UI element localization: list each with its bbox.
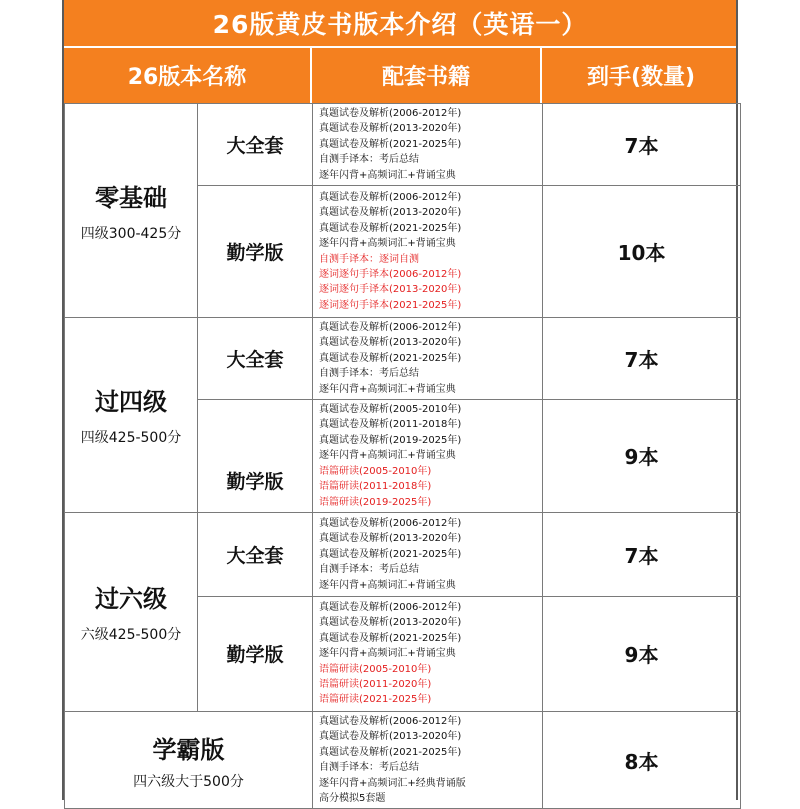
book-item: 真题试卷及解析(2021-2025年) [319, 632, 462, 644]
group-cell-top-scorer [65, 711, 313, 808]
quantity: 7本 [543, 318, 741, 400]
book-item: 真题试卷及解析(2005-2010年) [319, 404, 462, 416]
group-cell-pass-cet6 [65, 512, 198, 711]
book-item: 真题试卷及解析(2006-2012年) [319, 191, 462, 203]
group-score: 四级300-425分 [80, 226, 182, 243]
version-table [64, 103, 741, 809]
version-name: 勤学版 [198, 186, 313, 318]
group-score: 四六级大于500分 [133, 773, 244, 790]
book-item: 语篇研读(2019-2025年) [319, 496, 432, 508]
book-item: 逐年闪背+高频词汇+背诵宝典 [319, 450, 456, 462]
book-item: 自测手译本：考后总结 [319, 368, 419, 380]
book-item: 逐词逐句手译本(2013-2020年) [319, 284, 462, 296]
book-item: 真题试卷及解析(2006-2012年) [319, 108, 462, 119]
book-item: 真题试卷及解析(2013-2020年) [319, 123, 462, 135]
book-list [313, 711, 543, 808]
table-row [65, 104, 741, 186]
quantity: 9本 [543, 400, 741, 513]
book-item: 逐年闪背+高频词汇+经典背诵版 [319, 777, 466, 789]
book-list [313, 186, 543, 318]
book-item: 真题试卷及解析(2006-2012年) [319, 517, 462, 529]
book-item: 高分模拟5套题 [319, 792, 386, 804]
book-item: 真题试卷及解析(2021-2025年) [319, 548, 462, 560]
book-item: 逐年闪背+高频词汇+背诵宝典 [319, 648, 456, 660]
book-item: 真题试卷及解析(2021-2025年) [319, 746, 462, 758]
group-name: 过六级 [95, 585, 167, 614]
version-table-container [62, 0, 738, 804]
book-item: 逐年闪背+高频词汇+背诵宝典 [319, 169, 456, 181]
book-list [313, 400, 543, 513]
group-score: 四级425-500分 [80, 430, 182, 447]
quantity: 9本 [543, 596, 741, 711]
version-name: 大全套 [198, 512, 313, 596]
book-item: 自测手译本：考后总结 [319, 154, 419, 166]
book-item: 语篇研读(2011-2020年) [319, 679, 432, 691]
header-books: 配套书籍 [312, 48, 542, 103]
group-cell-pass-cet4 [65, 318, 198, 513]
quantity: 8本 [543, 711, 741, 808]
book-item: 真题试卷及解析(2013-2020年) [319, 617, 462, 629]
header-quantity: 到手(数量) [586, 65, 696, 90]
book-item: 语篇研读(2011-2018年) [319, 481, 432, 493]
quantity: 7本 [543, 104, 741, 186]
book-item: 真题试卷及解析(2013-2020年) [319, 207, 462, 219]
book-item: 语篇研读(2005-2010年) [319, 465, 432, 477]
quantity: 7本 [543, 512, 741, 596]
book-item: 逐年闪背+高频词汇+背诵宝典 [319, 383, 456, 395]
book-item: 逐词逐句手译本(2006-2012年) [319, 268, 462, 280]
book-item: 真题试卷及解析(2021-2025年) [319, 222, 462, 234]
book-list [313, 318, 543, 400]
book-list [313, 596, 543, 711]
quantity: 10本 [543, 186, 741, 318]
table-row [65, 512, 741, 596]
book-item: 自测手译本：考后总结 [319, 762, 419, 774]
book-item: 逐年闪背+高频词汇+背诵宝典 [319, 238, 456, 250]
version-name: 勤学版 [198, 596, 313, 711]
header-version-name: 26版本名称 [64, 48, 312, 103]
book-item: 真题试卷及解析(2006-2012年) [319, 601, 462, 613]
book-item: 逐年闪背+高频词汇+背诵宝典 [319, 579, 456, 591]
book-list [313, 512, 543, 596]
book-item: 自测手译本：考后总结 [319, 564, 419, 576]
group-name: 零基础 [95, 184, 167, 213]
book-item: 真题试卷及解析(2013-2020年) [319, 337, 462, 349]
book-item: 真题试卷及解析(2013-2020年) [319, 731, 462, 743]
group-score: 六级425-500分 [80, 627, 182, 644]
book-item: 真题试卷及解析(2021-2025年) [319, 138, 462, 150]
book-list [313, 104, 543, 186]
book-item: 真题试卷及解析(2021-2025年) [319, 352, 462, 364]
page-title: 26版黄皮书版本介绍（英语一） [64, 0, 736, 46]
book-item: 语篇研读(2005-2010年) [319, 663, 432, 675]
version-name: 大全套 [198, 318, 313, 400]
book-item: 真题试卷及解析(2013-2020年) [319, 533, 462, 545]
version-name: 勤学版 [198, 400, 313, 513]
book-item: 自测手译本：逐词自测 [319, 253, 419, 265]
book-item: 真题试卷及解析(2006-2012年) [319, 322, 462, 334]
book-item: 真题试卷及解析(2019-2025年) [319, 434, 462, 446]
book-item: 真题试卷及解析(2006-2012年) [319, 715, 462, 727]
group-name: 过四级 [95, 388, 167, 417]
table-row [65, 711, 741, 808]
book-item: 逐词逐句手译本(2021-2025年) [319, 299, 462, 311]
version-name: 大全套 [198, 104, 313, 186]
table-row [65, 318, 741, 400]
book-item: 真题试卷及解析(2011-2018年) [319, 419, 462, 431]
group-name: 学霸版 [152, 735, 225, 764]
book-item: 语篇研读(2021-2025年) [319, 694, 432, 706]
group-cell-zero-basis [65, 104, 198, 318]
table-header [64, 46, 736, 103]
